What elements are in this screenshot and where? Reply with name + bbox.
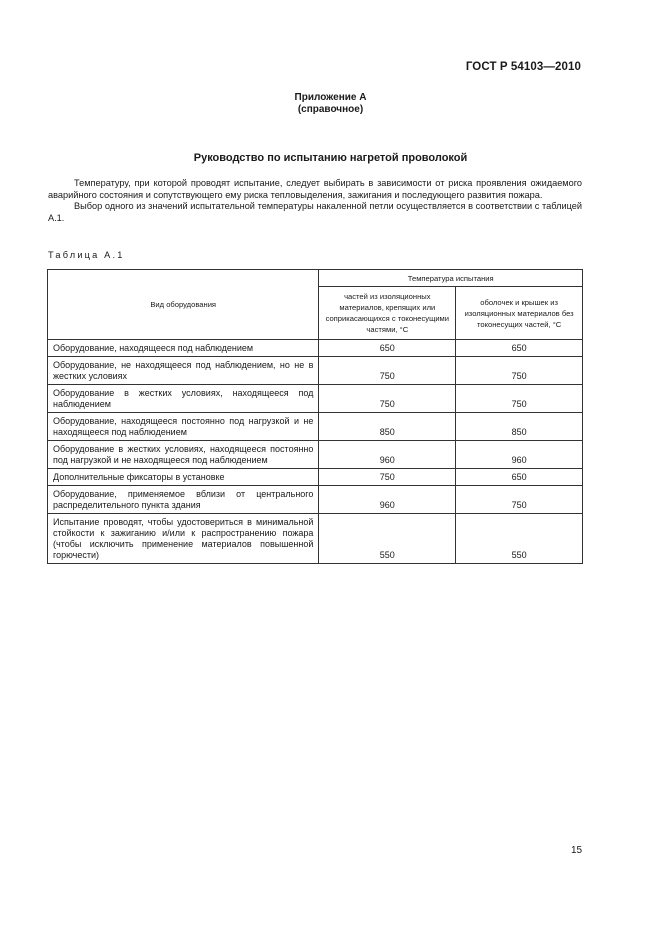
equipment-cell: Оборудование, находящееся под наблюдением (48, 340, 319, 357)
table-row (48, 357, 583, 385)
standard-code: ГОСТ Р 54103—2010 (465, 61, 581, 73)
temperature-cell: 750 (319, 469, 456, 486)
header-enclosures-column: оболочек и крышек из изоляционных материалов без токонесущих частей, °С (456, 287, 583, 340)
body-text (48, 178, 582, 225)
temperature-cell: 650 (456, 469, 583, 486)
temperature-cell: 750 (456, 486, 583, 514)
table-row (48, 385, 583, 413)
table-row (48, 469, 583, 486)
page-number: 15 (571, 845, 583, 856)
table-row (48, 413, 583, 441)
table-caption: Таблица А.1 (48, 250, 125, 260)
paragraph: Температуру, при которой проводят испытание, следует выбирать в зависимости от риска проявления ожидаемого аварийного состояния и сопутствующего ему риска тепловыделения, зажигания и последующего развития пожара. (48, 178, 582, 200)
temperature-cell: 960 (456, 441, 583, 469)
table-row (48, 514, 583, 564)
table-row (48, 486, 583, 514)
table-row (48, 441, 583, 469)
header-parts-column: частей из изоляционных материалов, крепящих или соприкасающихся с токонесущими частями, °С (319, 287, 456, 340)
temperature-cell: 650 (456, 340, 583, 357)
equipment-cell: Оборудование, применяемое вблизи от центрального распределительного пункта здания (48, 486, 319, 514)
temperature-cell: 750 (319, 385, 456, 413)
section-title: Руководство по испытанию нагретой проволокой (193, 152, 468, 164)
equipment-cell: Дополнительные фиксаторы в установке (48, 469, 319, 486)
paragraph: Выбор одного из значений испытательной температуры накаленной петли осуществляется в соответствии с таблицей А.1. (48, 201, 582, 224)
temperature-cell: 550 (456, 514, 583, 564)
equipment-cell: Оборудование, не находящееся под наблюдением, но не в жестких условиях (48, 357, 319, 385)
temperature-cell: 650 (319, 340, 456, 357)
temperature-cell: 550 (319, 514, 456, 564)
annex-heading (0, 92, 661, 116)
table-row (48, 340, 583, 357)
temperature-cell: 850 (319, 413, 456, 441)
table-header-row (48, 270, 583, 287)
equipment-cell: Испытание проводят, чтобы удостовериться в минимальной стойкости к зажиганию и/или к распространению пожара (чтобы исключить применение материалов повышенной горючести) (48, 514, 319, 564)
temperature-table (47, 269, 583, 564)
annex-status: (справочное) (297, 104, 364, 115)
temperature-cell: 750 (456, 385, 583, 413)
equipment-cell: Оборудование, находящееся постоянно под нагрузкой и не находящееся под наблюдением (48, 413, 319, 441)
equipment-cell: Оборудование в жестких условиях, находящееся постоянно под нагрузкой и не находящееся под наблюдением (48, 441, 319, 469)
temperature-cell: 960 (319, 441, 456, 469)
temperature-cell: 960 (319, 486, 456, 514)
header-test-temperature: Температура испытания (319, 270, 583, 287)
temperature-cell: 750 (456, 357, 583, 385)
temperature-cell: 850 (456, 413, 583, 441)
equipment-cell: Оборудование в жестких условиях, находящееся под наблюдением (48, 385, 319, 413)
temperature-cell: 750 (319, 357, 456, 385)
annex-title: Приложение А (294, 92, 367, 103)
header-equipment-type: Вид оборудования (48, 270, 319, 340)
